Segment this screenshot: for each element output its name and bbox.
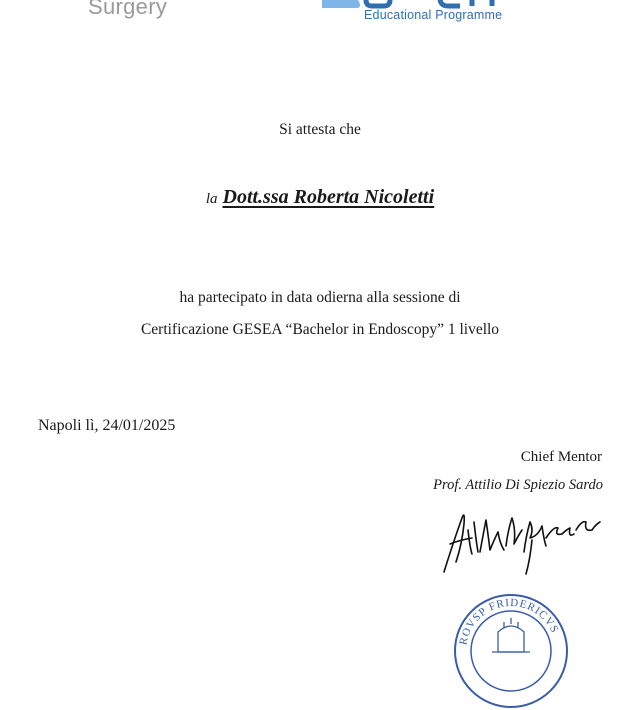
- seal-text: ROVSP FRIDERICVS: [457, 596, 561, 647]
- mentor-name: Prof. Attilio Di Spiezio Sardo: [433, 477, 603, 493]
- gesea-logo-subtitle: Educational Programme: [364, 8, 503, 22]
- recipient-name: Dott.ssa Roberta Nicoletti: [222, 186, 435, 208]
- recipient-prefix: la: [205, 191, 218, 207]
- certification-title: Certificazione GESEA “Bachelor in Endoscopy” 1 livello: [140, 321, 500, 338]
- signature-icon: [434, 500, 606, 582]
- attesta-text: Si attesta che: [279, 121, 361, 138]
- recipient-line: [0, 186, 640, 209]
- participation-text: ha partecipato in data odierna alla sessione di: [179, 289, 461, 306]
- university-seal-icon: [452, 592, 570, 710]
- place-date: Napoli lì, 24/01/2025: [38, 417, 176, 434]
- mentor-role: Chief Mentor: [520, 449, 602, 465]
- left-logo-text: Surgery: [88, 0, 168, 19]
